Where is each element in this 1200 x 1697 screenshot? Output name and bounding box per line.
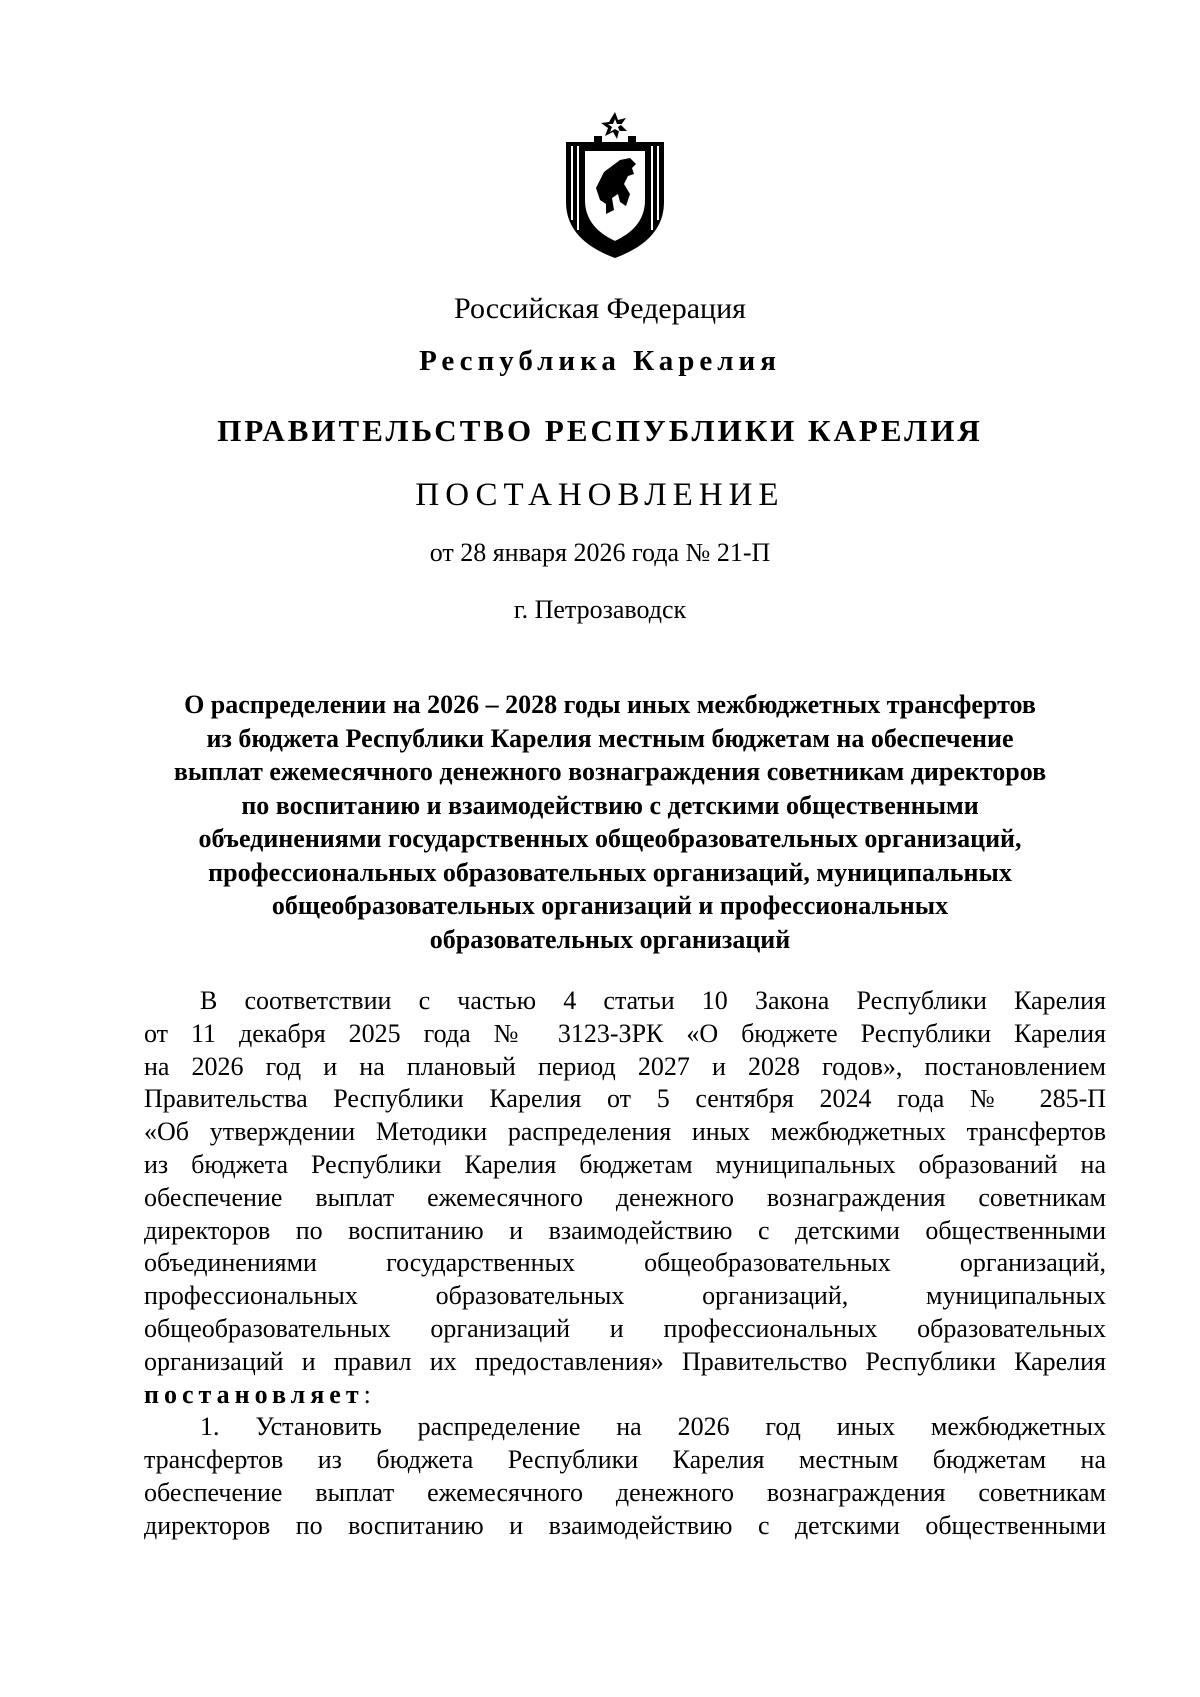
document-body	[144, 985, 1106, 1543]
item-1-line: директоров по воспитанию и взаимодействию с детскими общественными	[144, 1510, 1106, 1540]
item-1-line: обеспечение выплат ежемесячного денежного вознаграждения советникам	[144, 1477, 1106, 1507]
title-line: из бюджета Республики Карелия местным бюджетам на обеспечение	[206, 723, 1014, 753]
body-line: общеобразовательных организаций и профессиональных образовательных	[144, 1313, 1106, 1343]
body-line: «Об утверждении Методики распределения иных межбюджетных трансфертов	[144, 1117, 1106, 1147]
karelia-coat-of-arms-icon	[560, 110, 670, 260]
title-line: профессиональных образовательных организаций, муниципальных	[208, 857, 1012, 887]
title-line: объединениями государственных общеобразовательных организаций,	[198, 824, 1022, 853]
government-name: ПРАВИТЕЛЬСТВО РЕСПУБЛИКИ КАРЕЛИЯ	[217, 413, 983, 448]
document-city: г. Петрозаводск	[513, 595, 687, 624]
title-line: образовательных организаций	[429, 924, 791, 954]
body-line: объединениями государственных общеобразовательных организаций,	[144, 1248, 1106, 1278]
resolves-line	[144, 1379, 1106, 1412]
title-line: общеобразовательных организаций и профессиональных	[271, 891, 949, 920]
body-line: Правительства Республики Карелия от 5 сентября 2024 года № 285-П	[144, 1084, 1106, 1114]
body-line: из бюджета Республики Карелия бюджетам муниципальных образований на	[144, 1149, 1106, 1179]
body-line: организаций и правил их предоставления» Правительство Республики Карелия	[144, 1346, 1106, 1376]
body-line: директоров по воспитанию и взаимодействию с детскими общественными	[144, 1215, 1106, 1245]
resolves-word: постановляет	[144, 1379, 364, 1409]
body-line: профессиональных образовательных организаций, муниципальных	[144, 1281, 1106, 1311]
title-line: выплат ежемесячного денежного вознаграждения советникам директоров	[173, 757, 1047, 786]
title-line: О распределении на 2026 – 2028 годы иных межбюджетных трансфертов	[184, 690, 1036, 719]
body-line: В соответствии с частью 4 статьи 10 Закона Республики Карелия	[200, 986, 1106, 1015]
item-1-line: трансфертов из бюджета Республики Карелия местным бюджетам на	[144, 1445, 1106, 1475]
body-line: обеспечение выплат ежемесячного денежного вознаграждения советникам	[144, 1182, 1106, 1212]
country-name: Российская Федерация	[454, 292, 746, 325]
resolves-colon: :	[363, 1379, 371, 1409]
body-line: от 11 декабря 2025 года № 3123-ЗРК «О бюджете Республики Карелия	[144, 1018, 1106, 1048]
document-date-number: от 28 января 2026 года № 21-П	[429, 538, 771, 567]
item-1-line: 1. Установить распределение на 2026 год иных межбюджетных	[200, 1412, 1106, 1442]
document-type: ПОСТАНОВЛЕНИЕ	[415, 477, 785, 513]
republic-name: Республика Карелия	[419, 345, 781, 377]
document-title	[140, 688, 1080, 956]
body-line: на 2026 год и на плановый период 2027 и 2028 годов», постановлением	[144, 1051, 1106, 1081]
title-line: по воспитанию и взаимодействию с детскими общественными	[241, 790, 979, 820]
